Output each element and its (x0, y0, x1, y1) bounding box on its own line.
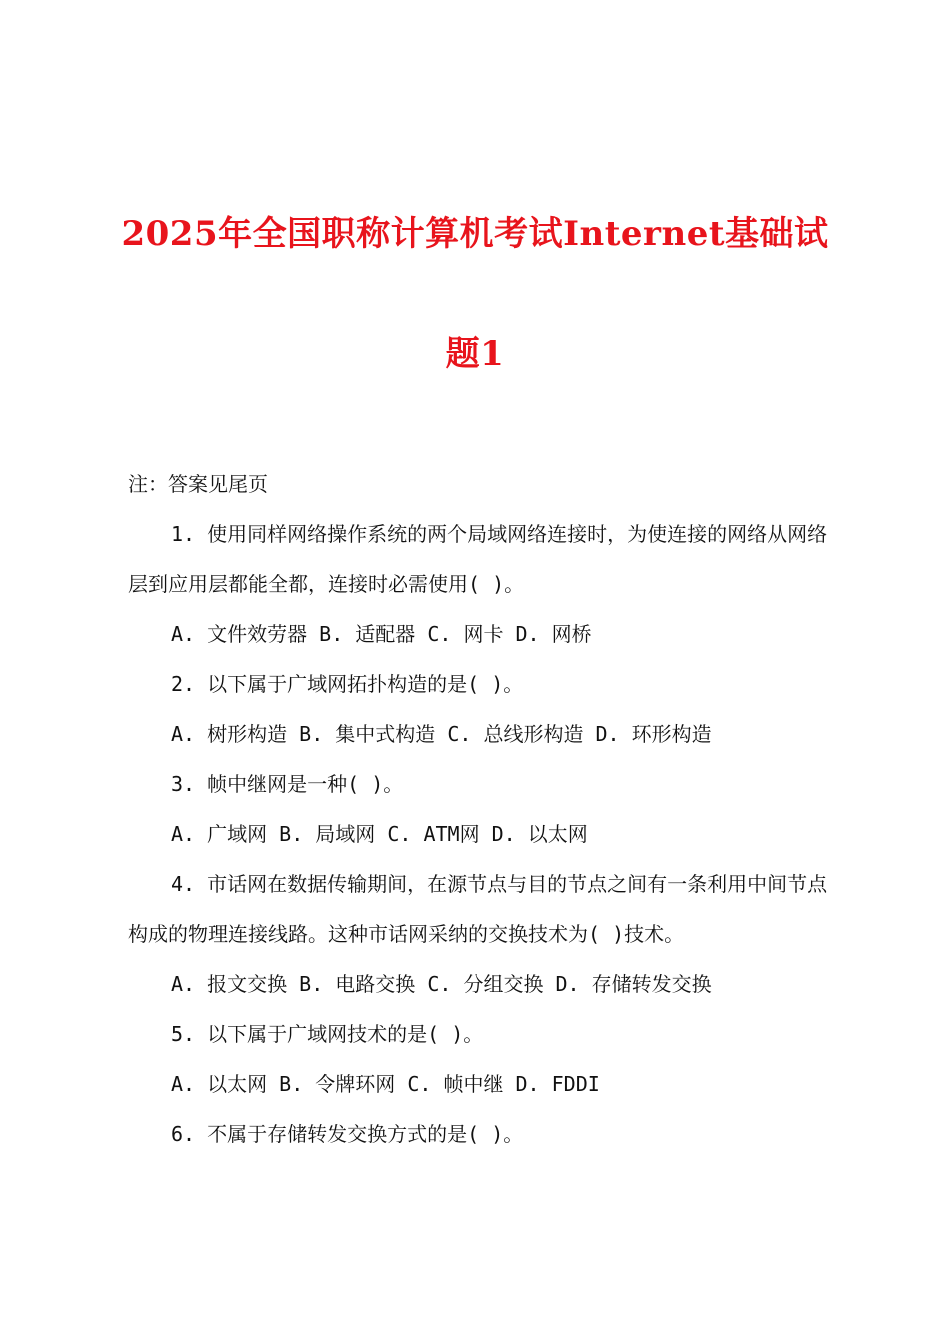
question-1: 1. 使用同样网络操作系统的两个局域网络连接时，为使连接的网络从网络层到应用层都能全都，连接时必需使用( )。 (128, 522, 828, 596)
question-1-options: A. 文件效劳器 B. 适配器 C. 网卡 D. 网桥 (171, 622, 592, 646)
question-4: 4. 市话网在数据传输期间，在源节点与目的节点之间有一条利用中间节点构成的物理连接线路。这种市话网采纳的交换技术为( )技术。 (128, 872, 828, 946)
question-3: 3. 帧中继网是一种( )。 (171, 772, 404, 796)
question-2: 2. 以下属于广域网拓扑构造的是( )。 (171, 672, 524, 696)
question-6: 6. 不属于存储转发交换方式的是( )。 (171, 1122, 524, 1146)
answer-note: 注：答案见尾页 (128, 472, 268, 496)
question-5: 5. 以下属于广域网技术的是( )。 (171, 1022, 484, 1046)
document-body (128, 468, 834, 1168)
question-4-options: A. 报文交换 B. 电路交换 C. 分组交换 D. 存储转发交换 (171, 972, 712, 996)
question-3-options: A. 广域网 B. 局域网 C. ATM网 D. 以太网 (171, 822, 588, 846)
document-title-line1: 2025年全国职称计算机考试Internet基础试 (121, 214, 829, 254)
question-2-options: A. 树形构造 B. 集中式构造 C. 总线形构造 D. 环形构造 (171, 722, 712, 746)
document-title-line2: 题1 (445, 334, 505, 374)
question-5-options: A. 以太网 B. 令牌环网 C. 帧中继 D. FDDI (171, 1072, 600, 1096)
